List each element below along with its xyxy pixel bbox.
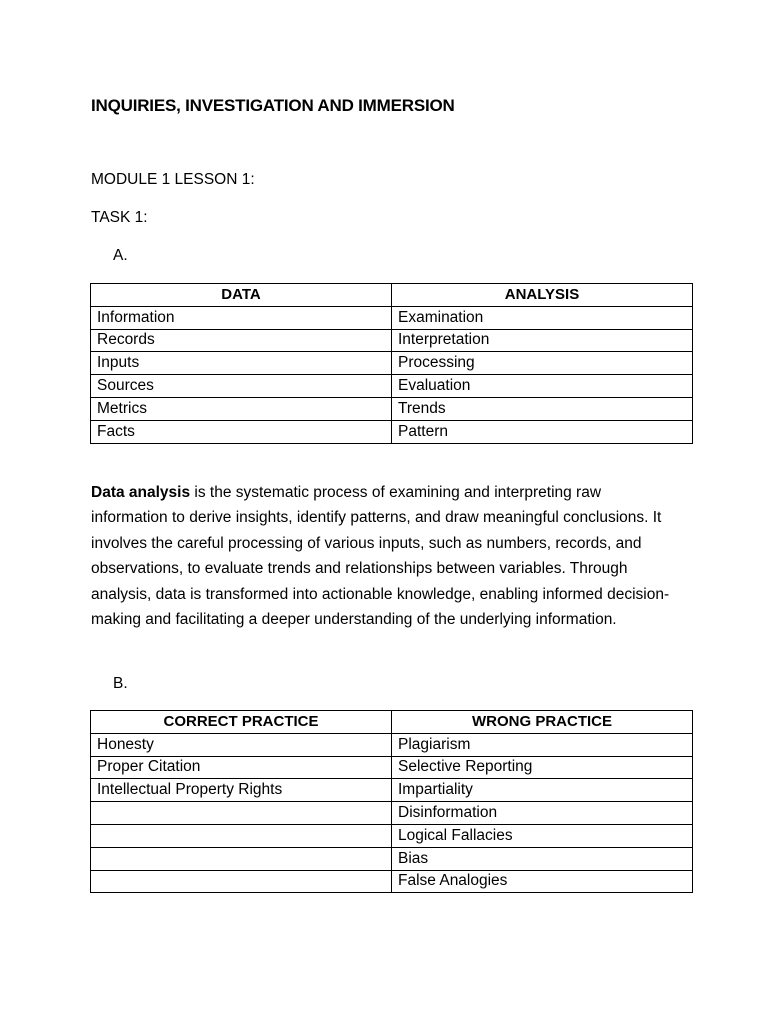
table-header-row [91,711,693,734]
table-row [91,847,693,870]
document-title: INQUIRIES, INVESTIGATION AND IMMERSION [91,96,455,115]
table-cell: Metrics [91,397,392,420]
table-cell: Intellectual Property Rights [91,779,392,802]
section-a-label: A. [113,247,128,264]
table-cell: Processing [392,352,693,375]
table-cell [91,802,392,825]
table-row [91,824,693,847]
table-cell: Facts [91,420,392,443]
table-header-row [91,284,693,307]
section-b-label: B. [113,675,128,692]
table-row [91,306,693,329]
table-cell: Interpretation [392,329,693,352]
column-header-analysis: ANALYSIS [392,284,693,307]
table-cell: Pattern [392,420,693,443]
table-cell: Honesty [91,733,392,756]
table-row [91,756,693,779]
table-cell: Evaluation [392,375,693,398]
table-row [91,352,693,375]
table-cell: Inputs [91,352,392,375]
table-row [91,802,693,825]
table-row [91,870,693,893]
table-cell: Bias [392,847,693,870]
table-cell: Disinformation [392,802,693,825]
table-cell: Sources [91,375,392,398]
column-header-data: DATA [91,284,392,307]
table-row [91,397,693,420]
table-cell: Logical Fallacies [392,824,693,847]
table-cell: False Analogies [392,870,693,893]
table-row [91,420,693,443]
table-cell [91,824,392,847]
task-heading: TASK 1: [91,209,148,226]
table-row [91,375,693,398]
table-row [91,329,693,352]
table-cell: Trends [392,397,693,420]
table-cell [91,847,392,870]
table-cell: Plagiarism [392,733,693,756]
table-row [91,733,693,756]
table-cell: Examination [392,306,693,329]
table-cell: Information [91,306,392,329]
table-cell [91,870,392,893]
practice-table [90,710,693,893]
table-cell: Selective Reporting [392,756,693,779]
bold-term: Data analysis [91,484,191,501]
definition-paragraph [91,480,681,632]
data-analysis-table [90,283,693,444]
table-cell: Proper Citation [91,756,392,779]
table-cell: Records [91,329,392,352]
column-header-correct-practice: CORRECT PRACTICE [91,711,392,734]
table-row [91,779,693,802]
module-heading: MODULE 1 LESSON 1: [91,171,255,188]
table-cell: Impartiality [392,779,693,802]
column-header-wrong-practice: WRONG PRACTICE [392,711,693,734]
paragraph-text: is the systematic process of examining and interpreting raw information to derive insights, identify patterns, and draw meaningful conclusions. It involves the careful processing of various inputs, such as numbers, records, and observations, to evaluate trends and relationships between variables. Through analysis, data is transformed into actionable knowledge, enabling informed decision-making and facilitating a deeper understanding of the underlying information. [91,484,670,629]
